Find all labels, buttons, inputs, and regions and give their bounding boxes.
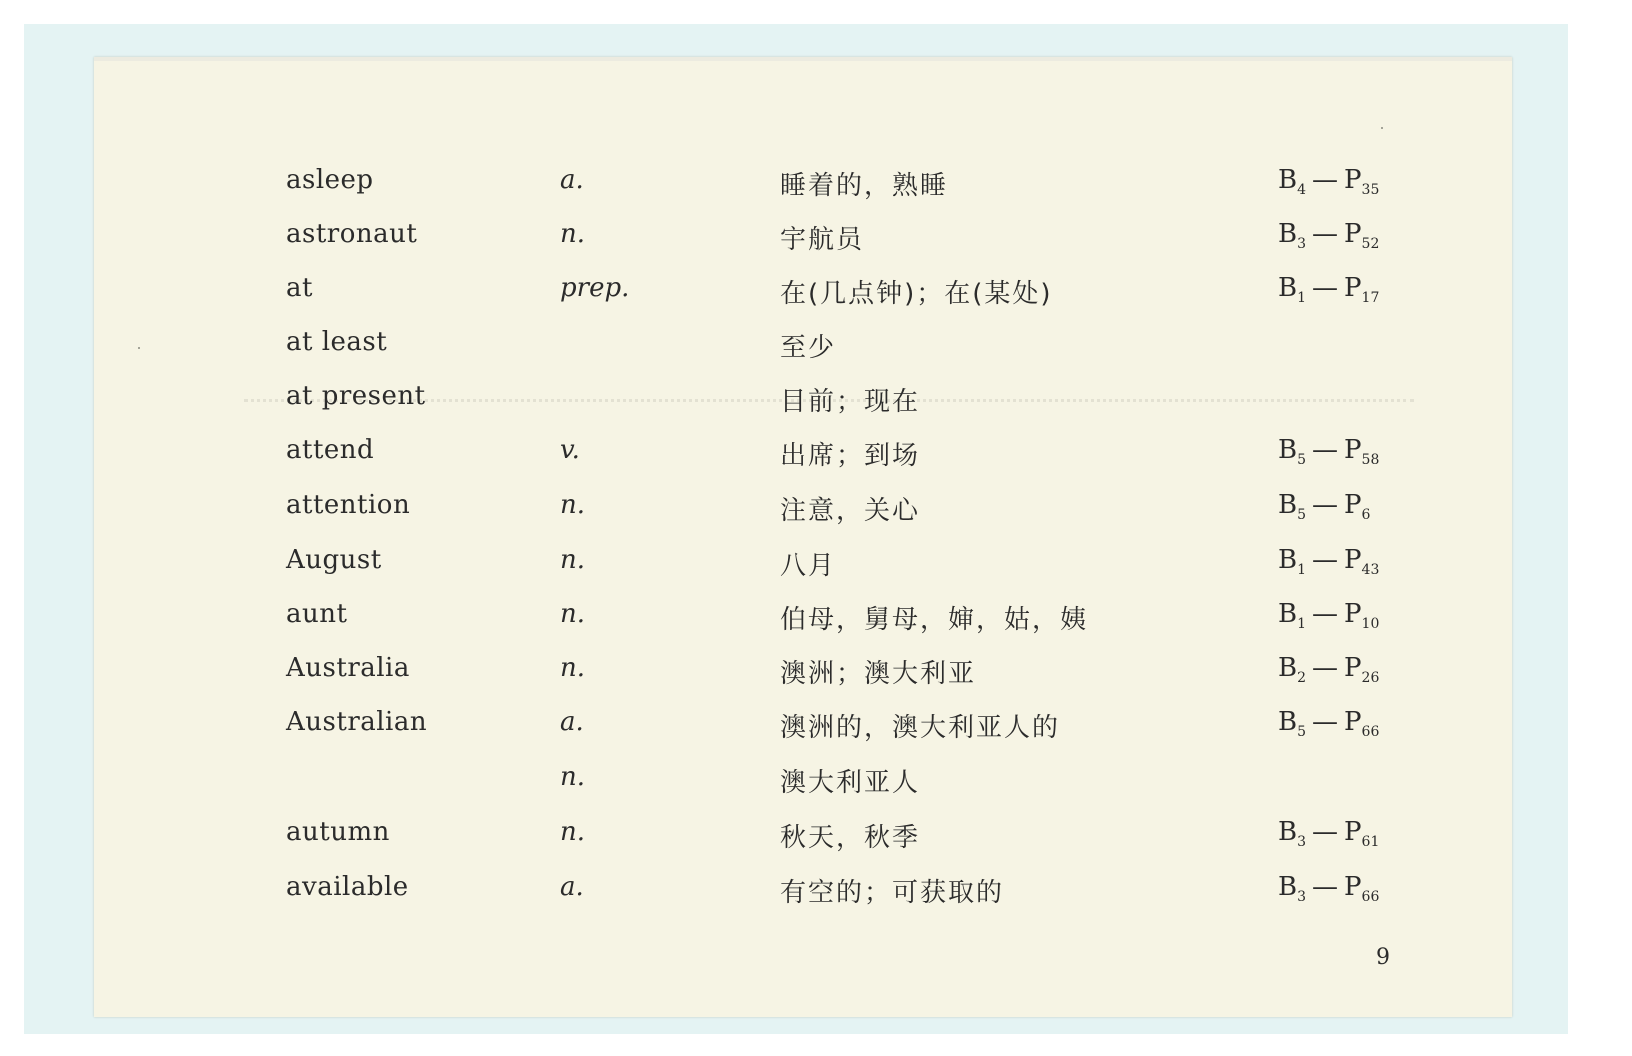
vocab-entry [94,545,1512,585]
entry-part-of-speech: n. [560,219,586,249]
ref-page-number: 26 [1361,670,1380,686]
entry-book-page-ref [1278,273,1380,306]
entry-meaning: 在(几点钟)；在(某处) [780,279,1053,309]
paper-speck [138,347,140,349]
vocab-entry [94,165,1512,205]
vocab-entry [94,381,1512,421]
entry-meaning: 宇航员 [780,225,865,255]
ref-page-number: 66 [1361,724,1380,740]
vocab-entry [94,599,1512,639]
entry-word: attend [286,435,375,465]
ref-separator: — [1312,872,1339,902]
ref-book-letter: B [1278,545,1298,575]
ref-book-letter: B [1278,707,1298,737]
ref-page-number: 43 [1361,562,1380,578]
ref-book-letter: B [1278,219,1298,249]
paper-speck [1381,127,1383,129]
entry-word: at [286,273,313,303]
entry-meaning: 伯母，舅母，婶，姑，姨 [780,605,1089,635]
ref-book-letter: B [1278,872,1298,902]
ref-book-letter: B [1278,490,1298,520]
ref-page-letter: P [1344,273,1362,303]
ref-book-number: 3 [1297,236,1307,252]
ref-page-number: 61 [1361,834,1380,850]
ref-page-letter: P [1344,817,1362,847]
ref-book-number: 5 [1297,452,1307,468]
ref-separator: — [1312,435,1339,465]
entry-part-of-speech: a. [560,165,584,195]
ref-separator: — [1312,653,1339,683]
entry-word: attention [286,490,411,520]
entry-part-of-speech: prep. [560,273,630,303]
vocab-entry [94,762,1512,802]
ref-book-letter: B [1278,165,1298,195]
ref-separator: — [1312,219,1339,249]
entry-word: August [286,545,382,575]
ref-page-letter: P [1344,490,1362,520]
vocab-entry [94,435,1512,475]
entry-meaning: 澳大利亚人 [780,768,921,798]
ref-separator: — [1312,707,1339,737]
entry-meaning: 睡着的，熟睡 [780,171,949,201]
entry-word: at present [286,381,426,411]
vocab-entry [94,653,1512,693]
entry-word: autumn [286,817,390,847]
ref-book-letter: B [1278,273,1298,303]
entry-part-of-speech: n. [560,545,586,575]
ref-page-letter: P [1344,653,1362,683]
entry-meaning: 有空的；可获取的 [780,878,1005,908]
entry-part-of-speech: n. [560,653,586,683]
ref-separator: — [1312,165,1339,195]
entry-meaning: 澳洲的，澳大利亚人的 [780,713,1061,743]
ref-page-number: 35 [1361,182,1380,198]
entry-book-page-ref [1278,545,1380,578]
entry-book-page-ref [1278,817,1380,850]
ref-book-number: 2 [1297,670,1307,686]
entry-part-of-speech: n. [560,490,586,520]
ref-separator: — [1312,490,1339,520]
entry-part-of-speech: a. [560,872,584,902]
ref-page-letter: P [1344,435,1362,465]
entry-meaning: 澳洲；澳大利亚 [780,659,977,689]
vocab-entry [94,219,1512,259]
ref-page-number: 10 [1361,616,1380,632]
entry-book-page-ref [1278,872,1380,905]
entry-meaning: 至少 [780,333,837,363]
ref-book-letter: B [1278,653,1298,683]
entry-word: astronaut [286,219,418,249]
ref-separator: — [1312,817,1339,847]
entry-meaning: 注意，关心 [780,496,921,526]
ref-book-number: 1 [1297,616,1307,632]
entry-part-of-speech: v. [560,435,580,465]
vocab-entry [94,872,1512,912]
ref-page-number: 66 [1361,889,1380,905]
ref-page-number: 58 [1361,452,1380,468]
entry-meaning: 秋天，秋季 [780,823,921,853]
vocab-entry [94,327,1512,367]
ref-page-number: 6 [1361,507,1371,523]
ref-separator: — [1312,545,1339,575]
scan-background [24,24,1568,1034]
ref-book-letter: B [1278,435,1298,465]
entry-word: available [286,872,409,902]
entry-meaning: 目前；现在 [780,387,921,417]
ref-book-number: 5 [1297,724,1307,740]
ref-book-letter: B [1278,599,1298,629]
ref-book-number: 1 [1297,290,1307,306]
vocab-entry [94,707,1512,747]
ref-page-letter: P [1344,707,1362,737]
entry-book-page-ref [1278,707,1380,740]
entry-book-page-ref [1278,219,1380,252]
entry-book-page-ref [1278,435,1380,468]
ref-page-letter: P [1344,872,1362,902]
ref-page-letter: P [1344,545,1362,575]
entry-meaning: 出席；到场 [780,441,921,471]
ref-book-number: 3 [1297,834,1307,850]
vocab-entry [94,817,1512,857]
ref-separator: — [1312,599,1339,629]
entry-book-page-ref [1278,165,1380,198]
ref-page-letter: P [1344,219,1362,249]
entry-word: Australian [286,707,428,737]
ref-page-number: 52 [1361,236,1380,252]
dictionary-page [94,57,1512,1017]
ref-book-number: 3 [1297,889,1307,905]
ref-page-number: 17 [1361,290,1380,306]
ref-page-letter: P [1344,599,1362,629]
ref-book-number: 1 [1297,562,1307,578]
entry-word: at least [286,327,388,357]
vocab-entry [94,490,1512,530]
entry-book-page-ref [1278,653,1380,686]
entry-part-of-speech: n. [560,817,586,847]
ref-page-letter: P [1344,165,1362,195]
ref-separator: — [1312,273,1339,303]
ref-book-number: 5 [1297,507,1307,523]
entry-word: aunt [286,599,348,629]
entry-book-page-ref [1278,599,1380,632]
page-edge [94,57,1512,61]
vocab-entry [94,273,1512,313]
ref-book-letter: B [1278,817,1298,847]
entry-book-page-ref [1278,490,1371,523]
entry-part-of-speech: n. [560,762,586,792]
page-number: 9 [1376,945,1390,970]
entry-part-of-speech: a. [560,707,584,737]
entry-meaning: 八月 [780,551,837,581]
entry-word: asleep [286,165,374,195]
entry-word: Australia [286,653,410,683]
ref-book-number: 4 [1297,182,1307,198]
entry-part-of-speech: n. [560,599,586,629]
